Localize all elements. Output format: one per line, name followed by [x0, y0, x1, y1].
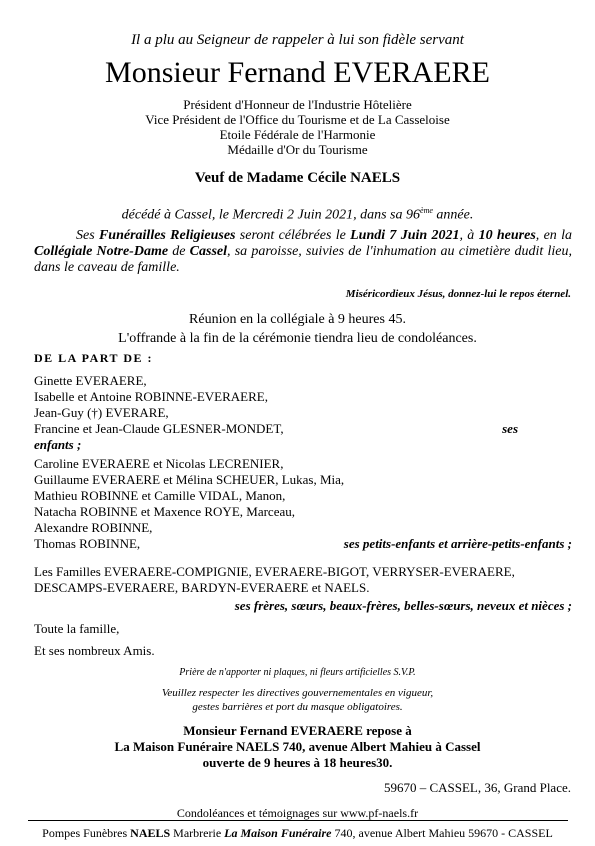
- death-superscript: ème: [420, 206, 433, 215]
- funeral-text: Ses: [76, 228, 99, 243]
- family-line: Ginette EVERAERE,: [34, 373, 147, 388]
- resting-line: La Maison Funéraire NAELS 740, avenue Albert Mahieu à Cassel: [114, 739, 481, 754]
- footer-text: Pompes Funèbres: [42, 826, 131, 840]
- family-line: Jean-Guy (†) EVERARE,: [34, 405, 169, 420]
- covid-line: Veuillez respecter les directives gouvernementales en vigueur,: [161, 687, 434, 699]
- death-text-end: année.: [432, 207, 474, 223]
- death-announcement: [0, 206, 595, 224]
- family-line-text: Thomas ROBINNE,: [34, 536, 141, 551]
- family-line: Mathieu ROBINNE et Camille VIDAL, Manon,: [34, 488, 286, 503]
- title-line: Président d'Honneur de l'Industrie Hôtelière: [183, 97, 412, 112]
- family-line: Guillaume EVERAERE et Mélina SCHEUER, Lukas, Mia,: [34, 472, 345, 487]
- friends-line: Et ses nombreux Amis.: [34, 643, 155, 658]
- death-text: décédé à Cassel, le Mercredi 2 Juin 2021, dans sa 96: [121, 207, 421, 223]
- funeral-text: , en la: [535, 228, 572, 243]
- title-line: Etoile Fédérale de l'Harmonie: [219, 127, 376, 142]
- funeral-church: Collégiale Notre-Dame: [34, 244, 169, 259]
- title-line: Médaille d'Or du Tourisme: [227, 142, 368, 157]
- from-heading: DE LA PART DE :: [34, 351, 153, 365]
- resting-line: ouverte de 9 heures à 18 heures30.: [202, 755, 393, 770]
- grandchildren-block: [34, 456, 572, 552]
- footer-brand: NAELS: [130, 826, 171, 840]
- offering-line: L'offrande à la fin de la cérémonie tiendra lieu de condoléances.: [118, 331, 477, 346]
- condolences-line: Condoléances et témoignages sur www.pf-naels.fr: [176, 806, 419, 820]
- covid-line: gestes barrières et port du masque obligatoires.: [192, 701, 403, 713]
- funeral-time: 10 heures: [478, 228, 536, 243]
- footer-credit: [0, 826, 595, 841]
- prayer-line: Miséricordieux Jésus, donnez-lui le repos éternel.: [345, 288, 571, 300]
- family-address: 59670 – CASSEL, 36, Grand Place.: [383, 780, 571, 795]
- funeral-text: de: [168, 244, 190, 259]
- deceased-name: Monsieur Fernand EVERAERE: [105, 56, 490, 89]
- footer-brand: La Maison Funéraire: [224, 826, 332, 840]
- footer-divider: [28, 820, 568, 821]
- no-plaques-note: Prière de n'apporter ni plaques, ni fleurs artificielles S.V.P.: [179, 667, 416, 678]
- relation-label: ses frères, sœurs, beaux-frères, belles-sœurs, neveux et nièces ;: [234, 598, 572, 613]
- funeral-emphasis: Funérailles Religieuses: [98, 228, 236, 243]
- funeral-text: seront célébrées le: [235, 228, 351, 243]
- funeral-paragraph: [34, 228, 572, 276]
- family-line-text: Francine et Jean-Claude GLESNER-MONDET,: [34, 421, 284, 436]
- funeral-date: Lundi 7 Juin 2021: [350, 228, 460, 243]
- relation-ses: ses: [502, 421, 518, 436]
- family-line: Alexandre ROBINNE,: [34, 520, 153, 535]
- families-block: [34, 564, 572, 614]
- footer-text: Marbrerie: [170, 826, 225, 840]
- family-line: Natacha ROBINNE et Maxence ROYE, Marceau,: [34, 504, 295, 519]
- funeral-text: , à: [459, 228, 479, 243]
- family-line: [34, 536, 572, 552]
- children-block: [34, 373, 572, 453]
- widower-line: Veuf de Madame Cécile NAELS: [194, 170, 401, 186]
- covid-notice: [0, 686, 595, 714]
- family-line: Isabelle et Antoine ROBINNE-EVERAERE,: [34, 389, 268, 404]
- relation-label: enfants ;: [34, 437, 82, 452]
- family-line: DESCAMPS-EVERAERE, BARDYN-EVERAERE et NAELS.: [34, 580, 370, 595]
- whole-family: Toute la famille,: [34, 621, 120, 636]
- family-line: [34, 598, 572, 614]
- family-line: Les Familles EVERAERE-COMPIGNIE, EVERAERE-BIGOT, VERRYSER-EVERAERE,: [34, 564, 515, 579]
- footer-text: 740, avenue Albert Mahieu 59670 - CASSEL: [331, 826, 553, 840]
- funeral-town: Cassel: [189, 244, 228, 259]
- funeral-text: , sa paroisse, suivies de l'inhumation au cimetière dudit lieu, dans le caveau de famille.: [34, 244, 572, 275]
- resting-line: Monsieur Fernand EVERAERE repose à: [183, 723, 412, 738]
- title-line: Vice Président de l'Office du Tourisme et de La Casseloise: [145, 112, 450, 127]
- intro-line: Il a plu au Seigneur de rappeler à lui son fidèle servant: [131, 32, 464, 48]
- family-line: [34, 421, 572, 437]
- family-line: Caroline EVERAERE et Nicolas LECRENIER,: [34, 456, 284, 471]
- resting-place: [0, 723, 595, 771]
- relation-label: ses petits-enfants et arrière-petits-enfants ;: [343, 536, 572, 551]
- meeting-line: Réunion en la collégiale à 9 heures 45.: [189, 312, 406, 327]
- honorary-titles: [0, 97, 595, 157]
